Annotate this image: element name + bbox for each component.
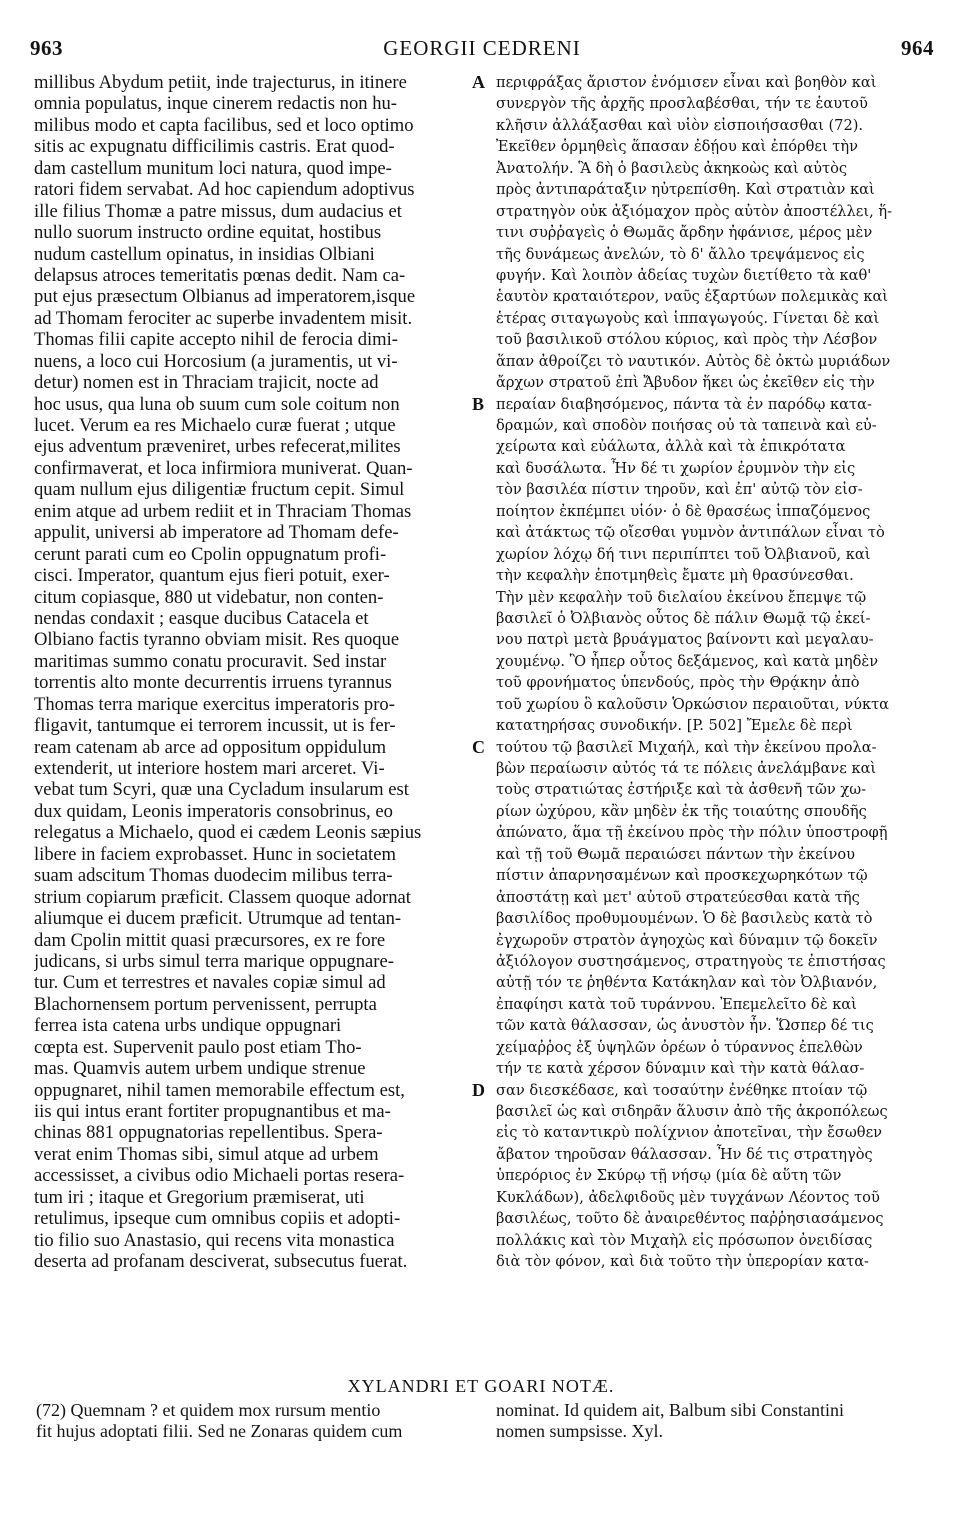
greek-text-line: τοῦ φρονήματος ὑπενδούς, πρὸς τὴν Θρᾴκην ἀπὸ [496,674,860,692]
latin-text-line: Blachornensem portum pervenissent, perrupta [34,993,377,1015]
latin-text-line: oppugnaret, nihil tamen memorabile effectum est, [34,1079,405,1101]
latin-text-line: millibus Abydum petiit, inde trajecturus, in itinere [34,72,407,93]
greek-text-line: ρίων ὠχύρου, κἂν μηδὲν ἐκ τῆς τοιαύτης σπουδῆς [496,802,867,820]
latin-text-line: fligavit, tantumque ei terrorem incussit, ut is fer- [34,715,396,737]
section-marker-a: A [472,72,485,92]
footnote-line: (72) Quemnam ? et quidem mox rursum mentio [36,1400,381,1420]
greek-text-line: βασιλίδος προθυμουμένων. Ὁ δὲ βασιλεὺς κατὰ τὸ [496,910,873,928]
greek-text-line: τοὺς στρατιώτας ἐστήριξε καὶ τὰ ἀσθενῆ τῶν χω- [496,781,867,799]
greek-text-line: κλῆσιν ἀλλάξασθαι καὶ υἱὸν εἰσποιήσασθαι (72). [496,116,864,134]
greek-text-line: στρατηγὸν οὐκ ἀξιόμαχον πρὸς αὐτὸν ἀποστέλλει, ἥ- [496,202,893,220]
latin-text-line: confirmaverat, et loca infirmiora muniverat. Quan- [34,457,413,479]
latin-text-line: sitis ac expugnatu difficilimis castris. Erat quod- [34,136,395,158]
latin-text-line: relegatus a Michaelo, quod ei cædem Leonis sæpius [34,822,422,844]
latin-text-line: deserta ad profanam desciverat, subsecutus fuerat. [34,1251,408,1273]
page-number-right: 964 [901,36,934,60]
latin-text-line: dam Cpolin mittit quasi præcursores, ex re fore [34,929,386,951]
greek-text-line: ποίητον ἐκπέμπει υἱόν· ὁ δὲ θρασέως ἱππαζόμενος [496,502,871,520]
latin-text-line: Olbiano factis tyranno obviam misit. Res quoque [34,629,400,651]
greek-text-line: ὑπερόριος ἐν Σκύρῳ τῇ νήσῳ (μία δὲ αὕτη τῶν [496,1167,842,1185]
greek-text-line: ἑτέρας σιταγωγοὺς καὶ ἱππαγωγούς. Γίνεται δὲ καὶ [496,309,880,327]
greek-text-line: τῆς δυνάμεως ἀνελών, τὸ δ' ἄλλο τρεψάμενος εἰς [496,245,865,263]
footnote-left [36,1400,476,1442]
page-number-left: 963 [30,36,63,60]
greek-text-line: τούτου τῷ βασιλεῖ Μιχαήλ, καὶ τὴν ἐκείνου προλα- [496,738,877,756]
latin-text-line: iis qui intus erant fortiter propugnantibus et ma- [34,1101,391,1122]
latin-text-line: cœpta est. Supervenit paulo post etiam Tho- [34,1036,362,1058]
greek-text-line: τινι συῤῥαγεὶς ὁ Θωμᾶς ἄρδην ἠφάνισε, μέρος μὲν [496,224,873,242]
latin-text-line: suam adscitum Thomas duodecim milibus terra- [34,865,393,887]
latin-text-line: mas. Quamvis autem urbem undique strenue [34,1058,366,1080]
running-title: GEORGII CEDRENI [383,36,581,60]
latin-text-line: Thomas terra marique exercitus imperatoris pro- [34,693,395,715]
greek-text-line: Κυκλάδων), ἀδελφιδοῦς μὲν τυγχάνων Λέοντος τοῦ [496,1188,880,1206]
greek-text-line: χωρίον λόχῳ δή τινι περιπίπτει τοῦ Ὀλβιανοῦ, καὶ [496,545,871,563]
latin-text-line: ad Thomam ferociter ac superbe invadentem misit. [34,307,413,329]
latin-text-line: ferrea ista catena urbs undique oppugnari [34,1015,342,1037]
latin-text-line: nullo suorum instructo ordine equitat, hostibus [34,222,382,244]
latin-text-line: cerunt parati cum eo Cpolin oppugnatum profi- [34,543,387,565]
greek-text-line: τοῦ βασιλικοῦ στόλου κύριος, καὶ πρὸς τὴν Λέσβον [496,331,878,349]
latin-text-line: strium copiarum præficit. Classem quoque adornat [34,886,411,908]
latin-text-line: hoc usus, qua luna ob suum cum sole coitum non [34,393,400,415]
latin-text-line: judicans, si urbs simul terra marique oppugnare- [34,950,394,972]
greek-text-line: τὸν βασιλέα πίστιν τηροῦν, καὶ ἐπ' αὐτῷ τὸν εἰσ- [496,481,863,499]
latin-text-line: dux quidam, Leonis imperatoris consobrinus, eo [34,800,393,822]
footnote-line: fit hujus adoptati filii. Sed ne Zonaras quidem cum [36,1421,403,1441]
greek-text-line: ἄρχων στρατοῦ ἐπὶ Ἄβυδον ἥκει ὡς ἐκεῖθεν εἰς τὴν [496,374,875,392]
latin-text-line: verat enim Thomas sibi, simul atque ad urbem [34,1143,379,1165]
latin-text-line: omnia populatus, inque cinerem redactis non hu- [34,93,397,115]
latin-text-line: put ejus præsectum Olbianus ad imperatorem,isque [34,286,416,308]
latin-text-line: ream catenam ab arce ad oppositum oppidulum [34,736,387,758]
page-header [30,36,934,66]
latin-text-line: appulit, universi ab imperatore ad Thomam defe- [34,522,399,544]
latin-text-line: detur) nomen est in Thraciam trajicit, nocte ad [34,372,379,394]
greek-text-line: βασιλέως, τοῦτο δὲ ἀναιρεθέντος παῤῥησιασάμενος [496,1210,884,1228]
greek-text-line: καὶ δυσάλωτα. Ἦν δέ τι χωρίον ἐρυμνὸν τὴν εἰς [496,459,856,477]
latin-text-line: nudum castellum opinatus, in insidias Olbiani [34,243,375,265]
latin-text-line: ejus adventum præveniret, urbes refecerat,milites [34,436,401,458]
latin-text-line: maritimas summo conatu procuravit. Sed instar [34,650,387,672]
latin-text-line: cisci. Imperator, quantum ejus fieri potuit, exer- [34,565,390,587]
latin-text-line: extenderit, ut interiore hostem mari arceret. Vi- [34,758,385,779]
section-marker-d: D [472,1080,485,1100]
latin-text-line: torrentis alto monte decurrentis irruens tyrannus [34,672,392,694]
latin-text-line: enim atque ad urbem rediit et in Thraciam Thomas [34,500,412,522]
greek-text-line: χείμαῤῥος ἐξ ὑψηλῶν ὀρέων ὁ τύραννος ἐπελθὼν [496,1038,863,1056]
greek-text-line: περαίαν διαβησόμενος, πάντα τὰ ἐν παρόδῳ κατα- [496,395,872,413]
latin-text-line: retulimus, ipseque cum omnibus copiis et adopti- [34,1208,401,1230]
latin-text-line: Thomas filii capite accepto nihil de ferocia dimi- [34,329,398,351]
latin-text-line: dam castellum munitum loci natura, quod impe- [34,157,392,179]
greek-text-line: χείρωτα καὶ εὐάλωτα, ἀλλὰ καὶ τὰ ἐπικρότατα [496,438,846,456]
greek-text-line: ἄβατον τηροῦσαν θάλασσαν. Ἦν δέ τις στρατηγὸς [496,1145,873,1163]
greek-text-line: τὴν κεφαλὴν ἐποτμηθεὶς ἔματε μὴ θρασύνεσθαι. [496,567,854,585]
notes-heading: XYLANDRI ET GOARI NOTÆ. [347,1376,615,1396]
greek-text-line: ἅπαν ἀθροίζει τὸ ναυτικόν. Αὐτὸς δὲ ὀκτὼ μυριάδων [496,352,891,370]
greek-text-line: πολλάκις καὶ τὸν Μιχαὴλ εἰς πρόσωπον ὀνειδίσας [496,1231,873,1249]
footnote-right [496,1400,936,1442]
greek-text-line: βασιλεῖ ὡς καὶ σιδηρᾶν ἅλυσιν ἀπὸ τῆς ἀκροπόλεως [496,1103,888,1120]
section-marker-c: C [472,737,485,757]
greek-text-line: Ἀνατολήν. Ἃ δὴ ὁ βασιλεὺς ἀκηκοὼς καὶ αὐτὸς [496,159,848,177]
greek-text-line: τοῦ χωρίου ὃ καλοῦσιν Ὁρκώσιον περαιοῦται, νύκτα [496,695,890,713]
greek-text-line: βασιλεῖ ὁ Ὀλβιανὸς οὗτος δὲ πάλιν Θωμᾷ τῷ ἐκεί- [496,609,871,627]
latin-text-line: nendas condaxit ; easque ducibus Catacela et [34,607,369,629]
latin-text-line: quam nullum ejus diligentiæ fructum cepit. Simul [34,479,405,501]
latin-text-line: lucet. Verum ea res Michaelo curæ fuerat ; utque [34,415,396,436]
greek-text-line: ἀξιόλογον συστησάμενος, στρατηγοὺς τε ἐπιστήσας [496,952,886,970]
latin-text-line: vebat tum Scyri, quæ una Cycladum insularum est [34,779,409,801]
latin-text-line: nuens, a loco cui Horcosium (a juramentis, ut vi- [34,350,398,372]
footnote-line: nominat. Id quidem ait, Balbum sibi Constantini [496,1400,844,1420]
latin-text-line: tio filio suo Anastasio, qui recens vita monastica [34,1229,395,1251]
greek-text-line: κατατηρήσας συνοδικήν. [P. 502] Ἔμελε δὲ περὶ [496,717,853,735]
greek-text-line: περιφράξας ἄριστον ἐνόμισεν εἶναι καὶ βοηθὸν καὶ [496,74,877,91]
greek-text-line: Τὴν μὲν κεφαλὴν τοῦ διελαίου ἐκείνου ἔπεμψε τῷ [496,588,867,606]
greek-text-line: ἑαυτὸν κραταιότερον, ναῦς ἐξαρτύων πολεμικὰς καὶ [496,288,889,306]
greek-text-line: σαν διεσκέδασε, καὶ τοσαύτην ἐνέθηκε πτοίαν τῷ [496,1081,868,1099]
greek-text-line: καὶ τῇ τοῦ Θωμᾶ περαιώσει πάντων τὴν ἐκείνου [496,845,855,863]
footnote-line: nomen sumpsisse. Xyl. [496,1421,664,1441]
greek-text-line: τῶν κατὰ θάλασσαν, ὡς ἀνυστὸν ἦν. Ὥσπερ δέ τις [496,1017,874,1035]
latin-text-line: ratori fidem servabat. Ad hoc capiendum adoptivus [34,179,415,201]
greek-text-line: Ἐκεῖθεν ὁρμηθεὶς ἅπασαν ἐδῄου καὶ ἐπόρθει τὴν [496,138,858,156]
latin-text-line: tum iri ; itaque et Gregorium præmiserat, uti [34,1186,365,1208]
latin-text-line: aliumque ei ducem præficit. Utrumque ad tentan- [34,908,402,930]
greek-text-line: εἰς τὸ καταντικρὺ πολίχνιον ἀποτεῖναι, τὴν ἔσωθεν [496,1124,883,1142]
latin-column [34,72,468,1273]
greek-column [496,72,934,1273]
latin-text-line: accessisset, a civibus odio Michaeli portas resera- [34,1165,405,1187]
latin-text-line: chinas 881 oppugnatorias repellentibus. Spera- [34,1122,383,1144]
greek-text-line: ἐπαφίησι κατὰ τοῦ τυράννου. Ἐπεμελεῖτο δὲ καὶ [496,995,857,1013]
greek-text-line: χουμένῳ. Ὃ ἦπερ οὗτος δεξάμενος, καὶ κατὰ μηδὲν [496,652,879,670]
greek-text-line: τήν τε κατὰ χέρσον δύναμιν καὶ τὴν κατὰ θάλασ- [496,1060,865,1078]
greek-text-line: πίστιν ἀπαρνησαμένων καὶ προσκεχωρηκότων τῷ [496,867,868,885]
greek-text-line: αὐτῇ τόν τε ῥηθέντα Κατάκηλαν καὶ τὸν Ὀλβιανόν, [496,974,878,992]
greek-text-line: ἀποστάτῃ καὶ μετ' αὐτοῦ στρατεύεσθαι κατὰ τῆς [496,888,860,906]
greek-text-line: δραμών, καὶ σποδὸν ποιήσας οὐ τὰ ταπεινὰ καὶ εὐ- [496,417,877,434]
greek-text-line: ἐγχωροῦν στρατὸν ἀγηοχὼς καὶ δύναμιν τῷ δοκεῖν [496,931,878,949]
latin-text-line: milibus modo et capta facilibus, sed et loco optimo [34,114,414,136]
greek-text-line: πρὸς ἀντιπαράταξιν ηὐτρεπίσθη. Καὶ στρατιὰν καὶ [496,181,875,199]
greek-text-line: διὰ τὸν φόνον, καὶ διὰ τοῦτο τὴν ὑπερορίαν κατα- [496,1253,869,1271]
latin-text-line: citum copiasque, 880 ut videbatur, non conten- [34,586,384,608]
greek-text-line: βὼν περαίωσιν αὐτός τά τε πόλεις ἀνελάμβανε καὶ [496,760,877,777]
greek-text-line: καὶ ἀτάκτως τῷ οἴεσθαι γυμνὸν ἀντιπάλων εἶναι τὸ [496,524,885,542]
latin-text-line: tur. Cum et terrestres et navales copiæ simul ad [34,972,386,994]
greek-text-line: νου πατρὶ μετὰ βρυάγματος βαίνοντι καὶ μεγαλαυ- [496,631,874,649]
greek-text-line: ἀπώνατο, ἅμα τῇ ἐκείνου πρὸς τὴν πόλιν ὑποστροφῇ [496,824,888,842]
greek-text-line: φυγήν. Καὶ λοιπὸν ἀδείας τυχὼν διετίθετο τὰ καθ' [496,266,872,284]
latin-text-line: delapsus atroces temeritatis pœnas dedit. Nam ca- [34,264,406,286]
section-marker-b: B [472,394,485,414]
latin-text-line: libere in faciem exprobasset. Hunc in societatem [34,843,396,865]
latin-text-line: ille filius Thomæ a patre missus, dum audacius et [34,200,402,222]
greek-text-line: συνεργὸν τῆς ἀρχῆς προσλαβέσθαι, τήν τε ἑαυτοῦ [496,95,868,113]
